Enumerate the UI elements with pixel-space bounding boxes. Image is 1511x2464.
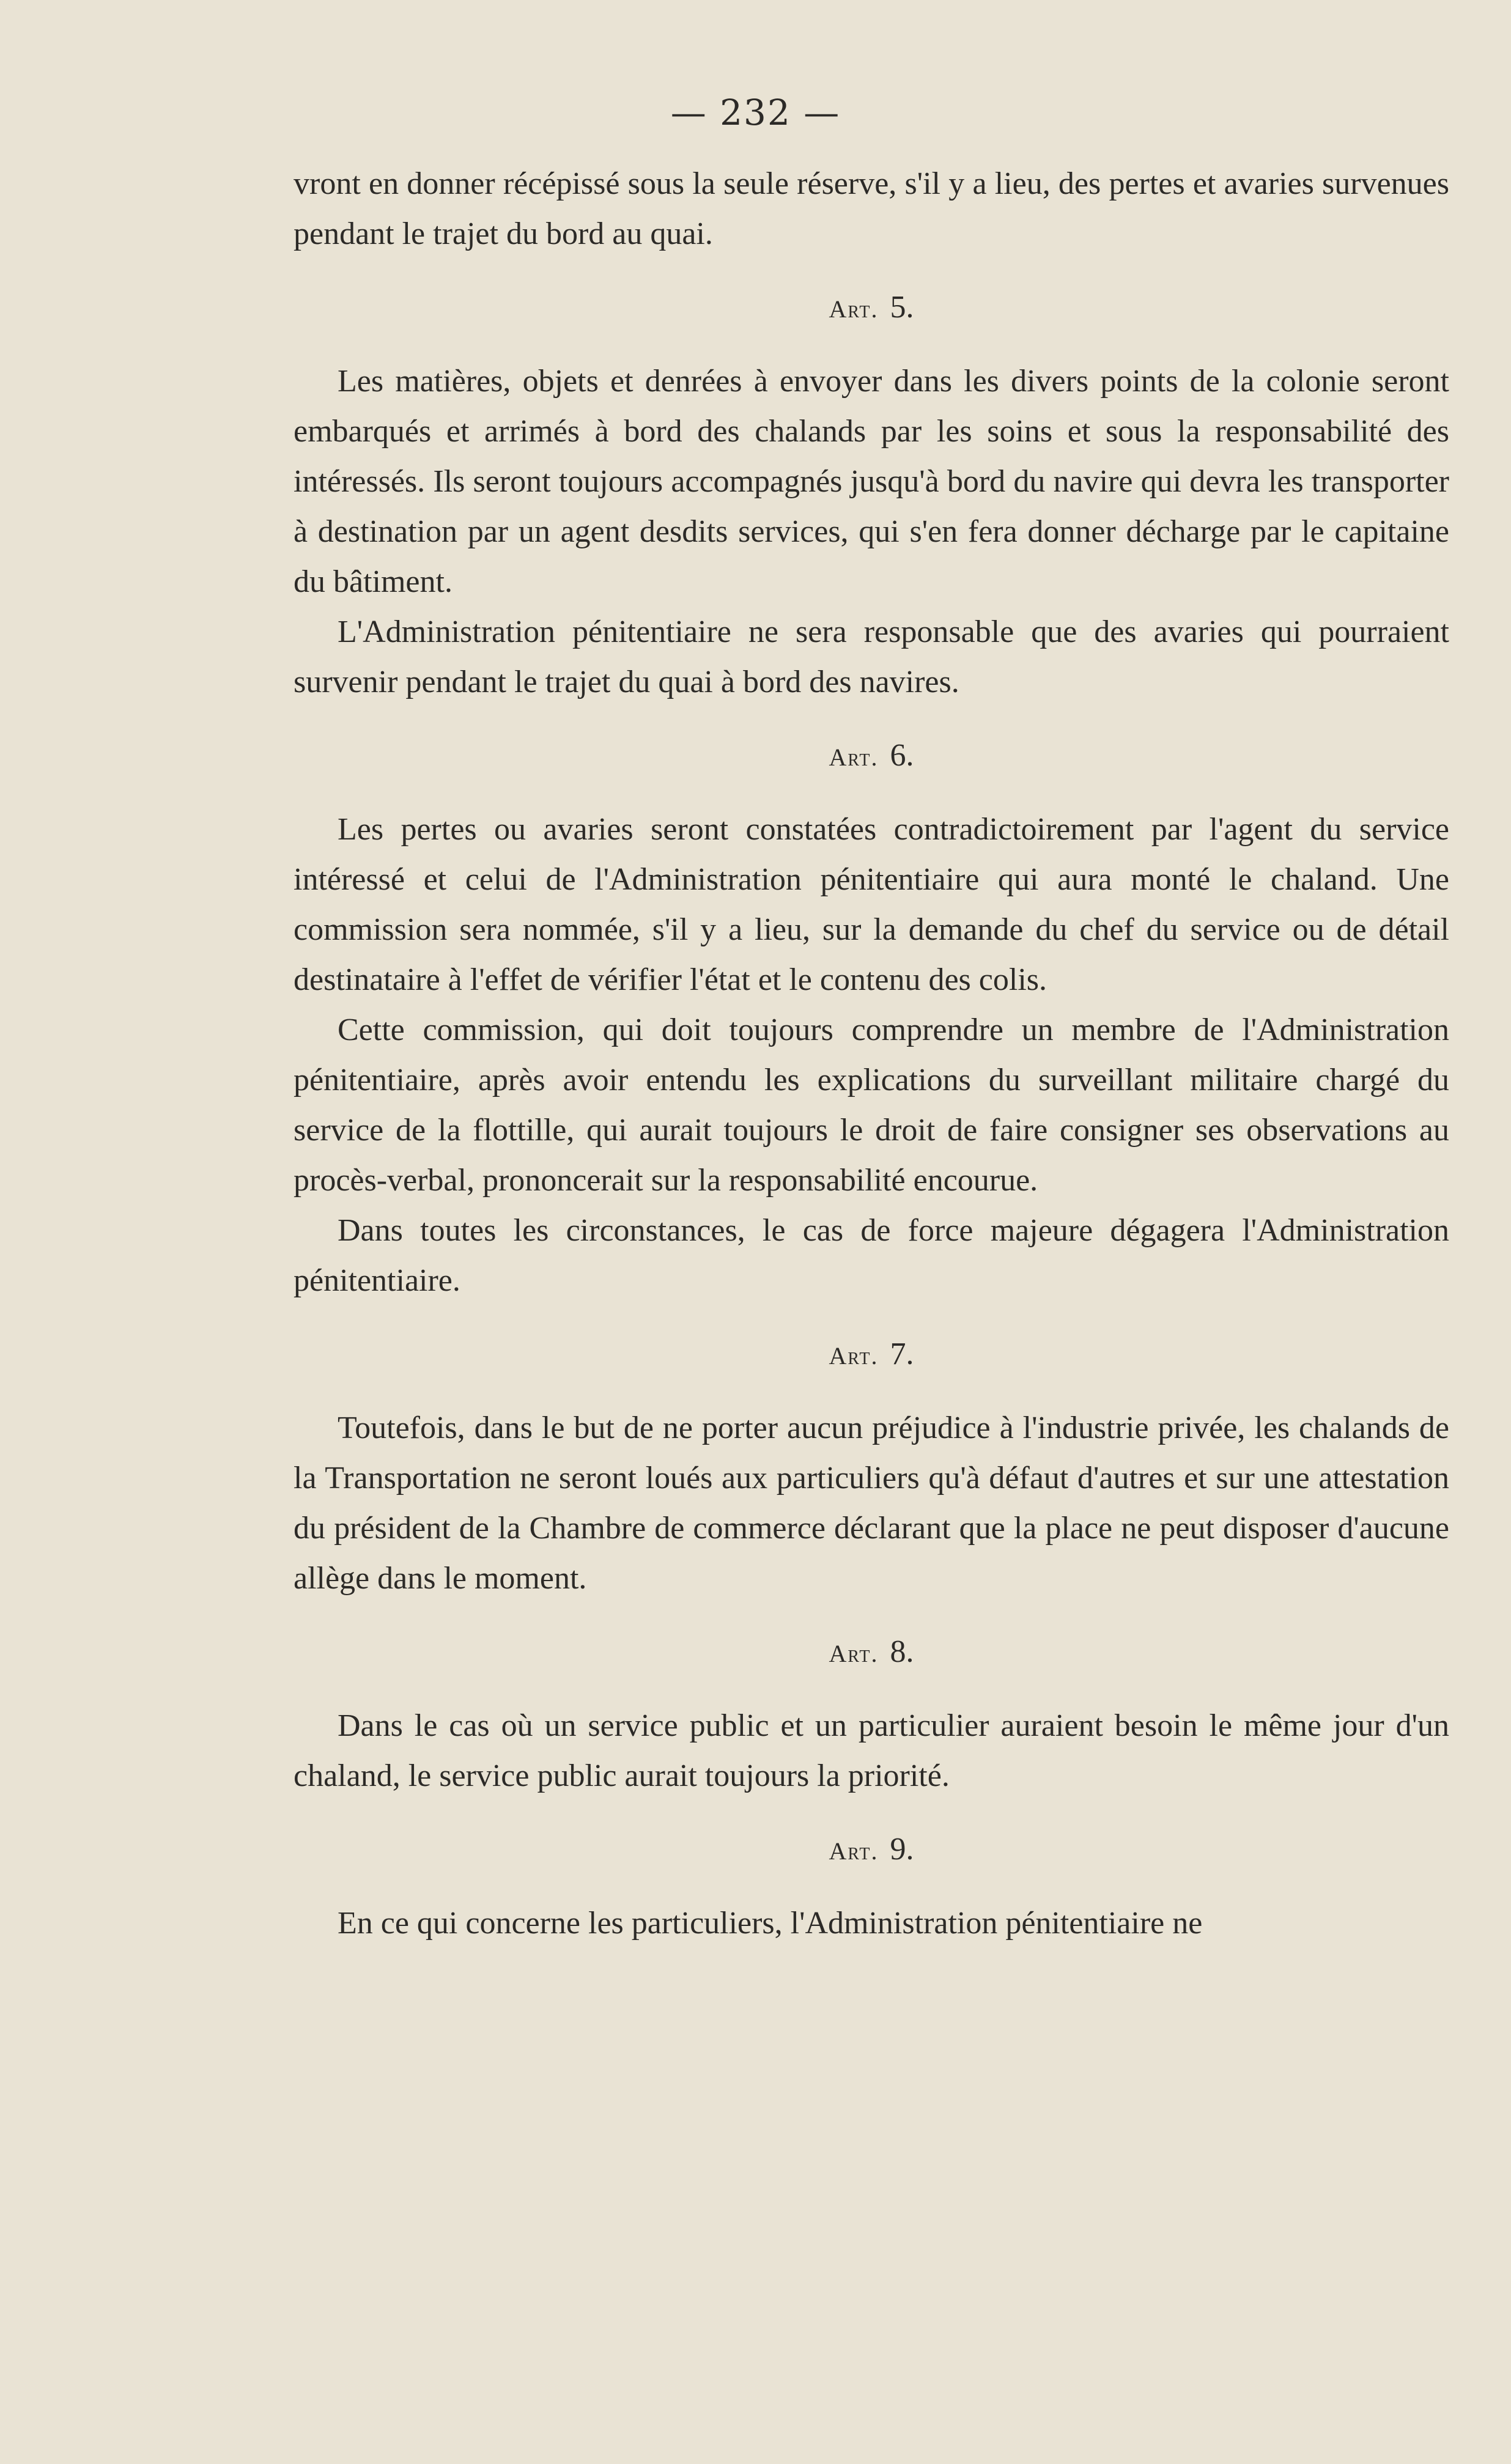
paragraph: Cette commission, qui doit toujours comprendre un membre de l'Administration pénitentiaire, après avoir entendu les explications du surveillant militaire chargé du service de la flottille, qui aurait toujours le droit de faire consigner ses observations au procès-verbal, prononcerait sur la responsabilité encourue. (294, 1013, 1449, 1198)
article-heading (294, 731, 1449, 783)
paragraph: Toutefois, dans le but de ne porter aucun préjudice à l'industrie privée, les chalands de la Transportation ne seront loués aux particuliers qu'à défaut d'autres et sur une attestation du président de la Chambre de commerce déclarant que la place ne peut disposer d'aucune allège dans le moment. (294, 1411, 1449, 1596)
paragraph: Dans toutes les circonstances, le cas de force majeure dégagera l'Administration pénitentiaire. (294, 1213, 1449, 1298)
article-label: Art. (829, 1342, 879, 1370)
article-label: Art. (829, 1837, 879, 1865)
article-label: Art. (829, 1640, 879, 1667)
article-number: 8. (890, 1634, 914, 1669)
paragraph: L'Administration pénitentiaire ne sera responsable que des avaries qui pourraient survenir pendant le trajet du quai à bord des navires. (294, 614, 1449, 699)
article-number: 6. (890, 738, 914, 773)
paragraph: En ce qui concerne les particuliers, l'Administration pénitentiaire ne (338, 1906, 1203, 1941)
article-heading (294, 282, 1449, 334)
article-number: 7. (890, 1337, 914, 1371)
article-label: Art. (829, 743, 879, 771)
article-number: 9. (890, 1832, 914, 1867)
article-number: 5. (890, 290, 914, 325)
paragraph: Les matières, objets et denrées à envoyer dans les divers points de la colonie seront embarqués et arrimés à bord des chalands par les soins et sous la responsabilité des intéressés. Ils seront toujours accompagnés jusqu'à bord du navire qui devra les transporter à destination par un agent desdits services, qui s'en fera donner décharge par le capitaine du bâtiment. (294, 364, 1449, 599)
page-number: — 232 — (670, 92, 841, 133)
article-label: Art. (829, 295, 879, 323)
paragraph: Les pertes ou avaries seront constatées contradictoirement par l'agent du service intéressé et celui de l'Administration pénitentiaire qui aura monté le chaland. Une commission sera nommée, s'il y a lieu, sur la demande du chef du service ou de détail destinataire à l'effet de vérifier l'état et le contenu des colis. (294, 812, 1449, 997)
article-heading (294, 1329, 1449, 1381)
article-heading (294, 1824, 1449, 1876)
paragraph: vront en donner récépissé sous la seule réserve, s'il y a lieu, des pertes et avaries survenues pendant le trajet du bord au quai. (294, 166, 1449, 251)
article-heading (294, 1627, 1449, 1679)
body-text (294, 159, 1449, 1949)
paragraph: Dans le cas où un service public et un particulier auraient besoin le même jour d'un chaland, le service public aurait toujours la priorité. (294, 1708, 1449, 1793)
